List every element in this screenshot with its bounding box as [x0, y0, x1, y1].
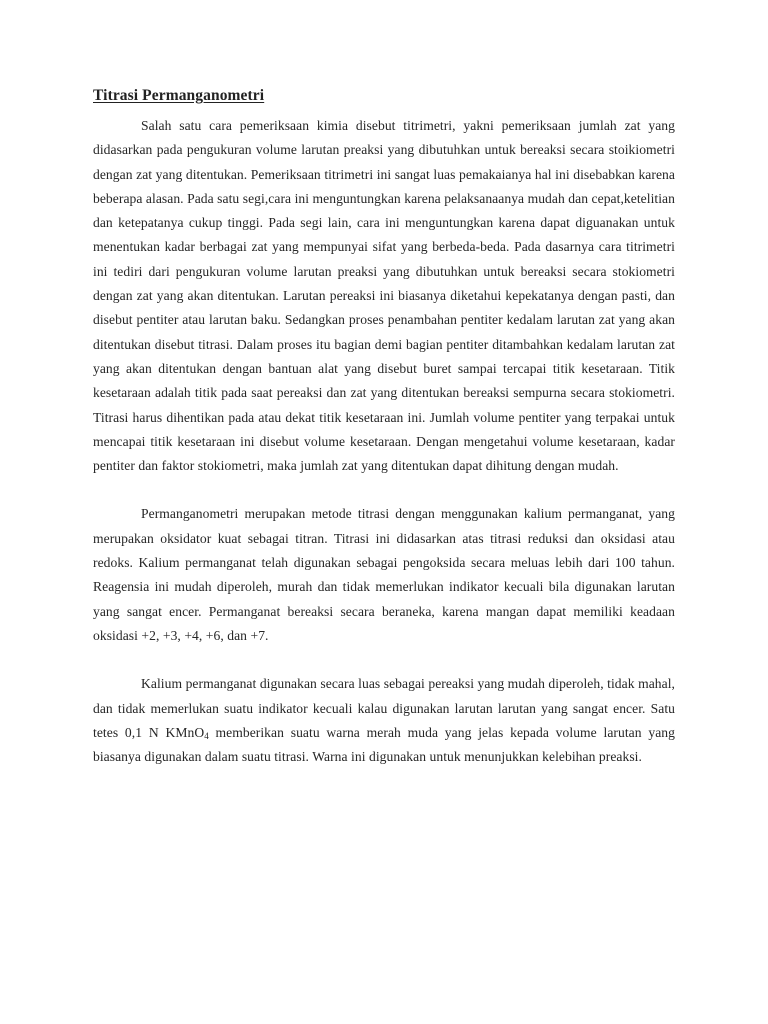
chemical-subscript: 4 [204, 730, 209, 741]
paragraph-text-before-subscript: Kalium permanganat digunakan secara luas sebagai pereaksi yang mudah diperoleh, tidak mahal, dan tidak memerlukan suatu indikator kecuali kalau digunakan larutan larutan yang sangat encer. Satu tetes 0,1 N KMnO [93, 676, 675, 740]
paragraph-text-after-subscript: memberikan suatu warna merah muda yang jelas kepada volume larutan yang biasanya digunakan dalam suatu titrasi. Warna ini digunakan untuk menunjukkan kelebihan preaksi. [93, 724, 675, 765]
paragraph-kalium-permanganat [93, 672, 675, 769]
document-body [93, 114, 675, 769]
paragraph-permanganometri: Permanganometri merupakan metode titrasi dengan menggunakan kalium permanganat, yang merupakan oksidator kuat sebagai titran. Titrasi ini didasarkan atas titrasi reduksi dan oksidasi atau redoks. Kalium permanganat telah digunakan sebagai pengoksida secara meluas lebih dari 100 tahun. Reagensia ini mudah diperoleh, murah dan tidak memerlukan indikator kecuali bila digunakan larutan yang sangat encer. Permanganat bereaksi secara beraneka, karena mangan dapat memiliki keadaan oksidasi +2, +3, +4, +6, dan +7. [93, 506, 675, 643]
paragraph-titrimetri: Salah satu cara pemeriksaan kimia disebut titrimetri, yakni pemeriksaan jumlah zat yang didasarkan pada pengukuran volume larutan preaksi yang dibutuhkan untuk bereaksi secara stoikiometri dengan zat yang ditentukan. Pemeriksaan titrimetri ini sangat luas pemakaianya hal ini disebabkan karena beberapa alasan. Pada satu segi,cara ini menguntungkan karena pelaksanaanya mudah dan cepat,ketelitian dan ketepatanya cukup tinggi. Pada segi lain, cara ini menguntungkan karena dapat diguanakan untuk menentukan kadar berbagai zat yang mempunyai sifat yang berbeda-beda. Pada dasarnya cara titrimetri ini tediri dari pengukuran volume larutan preaksi yang dibutuhkan untuk bereaksi secara stokiometri dengan zat yang akan ditentukan. Larutan pereaksi ini biasanya diketahui kepekatanya dengan pasti, dan disebut pentiter atau larutan baku. Sedangkan proses penambahan pentiter kedalam larutan zat yang akan ditentukan disebut titrasi. Dalam proses itu bagian demi bagian pentiter ditambahkan kedalam larutan zat yang akan ditentukan dengan bantuan alat yang disebut buret sampai tercapai titik kesetaraan. Titik kesetaraan adalah titik pada saat pereaksi dan zat yang ditentukan bereaksi sempurna secara stokiometri. Titrasi harus dihentikan pada atau dekat titik kesetaraan ini. Jumlah volume pentiter yang terpakai untuk mencapai titik kesetaraan ini disebut volume kesetaraan. Dengan mengetahui volume kesetaraan, kadar pentiter dan faktor stokiometri, maka jumlah zat yang ditentukan dapat dihitung dengan mudah. [93, 118, 675, 474]
document-title: Titrasi Permanganometri [93, 87, 265, 104]
